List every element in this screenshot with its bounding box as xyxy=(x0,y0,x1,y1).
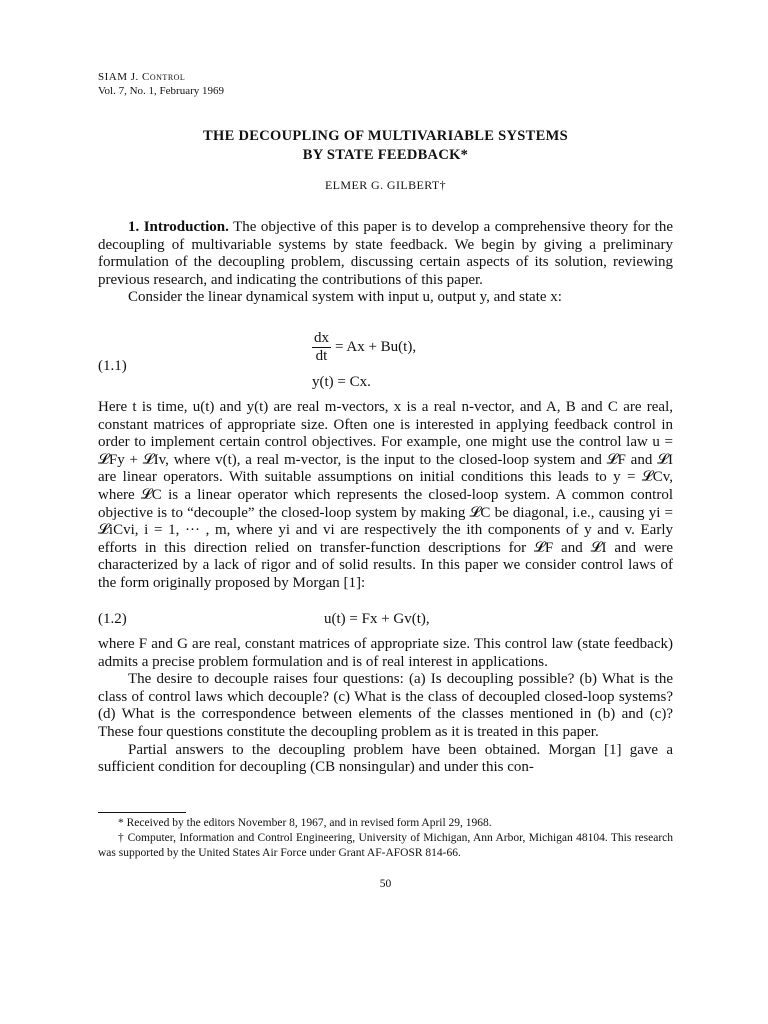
paper-title xyxy=(98,127,673,165)
journal-header xyxy=(98,70,224,98)
paragraph-5: The desire to decouple raises four questions: (a) Is decoupling possible? (b) What is the class of control laws which decouple? (c) What is the class of decoupled closed-loop systems? (d) What is the correspondence between elements of the classes mentioned in (b) and (c)? These four questions constitute the decoupling problem as it is treated in this paper. xyxy=(98,671,673,740)
journal-name: SIAM J. Control xyxy=(98,71,186,83)
paragraph-1 xyxy=(98,219,673,289)
derivative-fraction xyxy=(312,330,331,365)
equation-1-1-rhs: = Ax + Bu(t), xyxy=(335,338,417,355)
equation-1-1-line-2: y(t) = Cx. xyxy=(312,374,371,390)
journal-volume: Vol. 7, No. 1, February 1969 xyxy=(98,85,224,97)
author: ELMER G. GILBERT† xyxy=(324,178,447,192)
equation-1-2: u(t) = Fx + Gv(t), xyxy=(324,611,430,627)
fraction-numerator: dx xyxy=(314,330,329,346)
title-line-2: BY STATE FEEDBACK* xyxy=(302,147,469,163)
paragraph-3: Here t is time, u(t) and y(t) are real m-vectors, x is a real n-vector, and A, B and C are real, constant matrices of appropriate size. Often one is interested in applying feedback control in order to implement certain control objectives. For example, one might use the control law u = 𝓛Fy + 𝓛Iv, where v(t), a real m-vector, is the input to the closed-loop system and 𝓛F and 𝓛I are linear operators. With suitable assumptions on initial conditions this leads to y = 𝓛Cv, where 𝓛C is a linear operator which represents the closed-loop system. A common control objective is to “decouple” the closed-loop system by making 𝓛C be diagonal, i.e., causing yi = 𝓛iCvi, i = 1, ··· , m, where yi and vi are respectively the ith components of y and v. Early efforts in this direction relied on transfer-function descriptions for 𝓛F and 𝓛I and were characterized by a lack of rigor and of solid results. In this paper we consider control laws of the form originally proposed by Morgan [1]: xyxy=(98,399,673,591)
body-block-1 xyxy=(98,399,673,593)
equation-1-1-line-1 xyxy=(312,330,416,365)
footnote-rule xyxy=(98,812,186,813)
section-heading: 1. Introduction. xyxy=(128,219,229,235)
fraction-denominator: dt xyxy=(315,348,328,364)
equation-1-1-number: (1.1) xyxy=(98,358,127,374)
equation-1-2-number: (1.2) xyxy=(98,611,127,627)
title-line-1: THE DECOUPLING OF MULTIVARIABLE SYSTEMS xyxy=(203,128,568,144)
intro-block xyxy=(98,219,673,307)
paragraph-1-text: The objective of this paper is to develop a comprehensive theory for the decoupling of multivariable systems by state feedback. We begin by giving a preliminary formulation of the decoupling problem, discussing certain aspects of its solution, reviewing previous research, and indicating the contributions of this paper. xyxy=(98,219,673,288)
paragraph-2: Consider the linear dynamical system with input u, output y, and state x: xyxy=(128,289,562,306)
body-block-2 xyxy=(98,636,673,777)
footnote-received: * Received by the editors November 8, 1967, and in revised form April 29, 1968. xyxy=(118,817,492,829)
footnote-affiliation: † Computer, Information and Control Engineering, University of Michigan, Ann Arbor, Michigan 48104. This research was supported by the United States Air Force under Grant AF-AFOSR 814-66. xyxy=(98,832,673,859)
paragraph-6: Partial answers to the decoupling problem have been obtained. Morgan [1] gave a sufficient condition for decoupling (CB nonsingular) and under this con- xyxy=(98,741,673,776)
paragraph-4: where F and G are real, constant matrices of appropriate size. This control law (state feedback) admits a precise problem formulation and is of real interest in applications. xyxy=(98,636,673,670)
page-number: 50 xyxy=(379,878,392,890)
footnotes xyxy=(98,816,673,861)
